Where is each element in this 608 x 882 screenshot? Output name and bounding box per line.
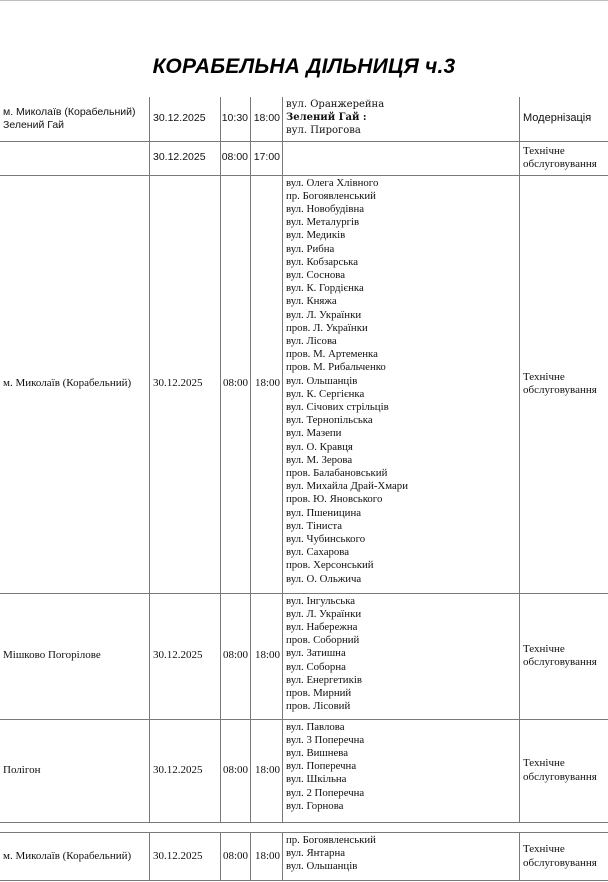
street-item: пров. Ю. Яновського xyxy=(286,493,383,506)
end-time-cell: 18:00 xyxy=(251,719,283,822)
table-row xyxy=(0,833,608,881)
work-type-text: Технічне обслуговування xyxy=(523,843,597,869)
street-item: вул. Л. Українки xyxy=(286,607,362,620)
street-item: Зелений Гай : xyxy=(286,112,367,124)
date-cell: 30.12.2025 xyxy=(150,175,221,593)
street-item: вул. О. Кравця xyxy=(286,440,353,453)
street-item: вул. Ольшанців xyxy=(286,374,358,387)
start-time-cell: 08:00 xyxy=(221,175,251,593)
work-type-cell xyxy=(520,97,608,141)
date-cell: 30.12.2025 xyxy=(150,141,221,175)
end-time-cell: 17:00 xyxy=(251,141,283,175)
street-item: вул. Набережна xyxy=(286,620,358,633)
street-item: вул. О. Ольжича xyxy=(286,572,362,585)
location-text: м. Миколаїв (Корабельний) xyxy=(3,105,136,118)
street-item: вул. Поперечна xyxy=(286,760,357,773)
location-text: м. Миколаїв (Корабельний) xyxy=(3,849,132,862)
street-item: вул. Л. Українки xyxy=(286,308,362,321)
streets-cell xyxy=(283,97,520,141)
street-item: вул. Шкільна xyxy=(286,773,347,786)
work-type-cell xyxy=(520,141,608,175)
end-time-cell: 18:00 xyxy=(251,175,283,593)
location-cell xyxy=(0,833,150,881)
street-item: вул. Княжа xyxy=(286,295,337,308)
street-item: вул. Затишна xyxy=(286,647,346,660)
street-item: вул. Янтарна xyxy=(286,847,346,860)
street-item: вул. Тіниста xyxy=(286,519,343,532)
location-text: м. Миколаїв (Корабельний) xyxy=(3,377,132,390)
street-item: вул. Соборна xyxy=(286,660,346,673)
location-cell xyxy=(0,141,150,175)
street-item: вул. К. Гордієнка xyxy=(286,282,364,295)
street-item: вул. Пирогова xyxy=(286,125,361,137)
work-type-text: Технічне обслуговування xyxy=(523,144,597,170)
work-type-text: Технічне обслуговування xyxy=(523,370,597,396)
work-type-text: Технічне обслуговування xyxy=(523,757,597,783)
table-row xyxy=(0,175,608,593)
street-item: вул. Мазепи xyxy=(286,427,342,440)
streets-cell xyxy=(283,719,520,822)
street-item: вул. Горнова xyxy=(286,799,344,812)
street-item: вул. Чубинського xyxy=(286,532,366,545)
street-item: вул. Інгульська xyxy=(286,594,356,607)
street-item: пров. Л. Українки xyxy=(286,321,368,334)
location-cell xyxy=(0,593,150,719)
street-item: пр. Богоявленський xyxy=(286,834,376,846)
location-text: Зелений Гай xyxy=(3,118,65,131)
street-item: пров. Херсонський xyxy=(286,559,374,572)
start-time-cell: 08:00 xyxy=(221,833,251,881)
street-item: вул. Олега Хлівного xyxy=(286,176,379,189)
start-time-cell: 08:00 xyxy=(221,593,251,719)
date-cell: 30.12.2025 xyxy=(150,719,221,822)
street-item: вул. 2 Поперечна xyxy=(286,786,365,799)
outage-schedule-table-continued xyxy=(0,832,608,881)
street-item: пров. Мирний xyxy=(286,686,352,699)
end-time-cell: 18:00 xyxy=(251,97,283,141)
date-cell: 30.12.2025 xyxy=(150,833,221,881)
street-item: вул. Січових стрільців xyxy=(286,400,389,413)
date-cell: 30.12.2025 xyxy=(150,593,221,719)
street-item: вул. Оранжерейна xyxy=(286,99,385,110)
location-cell xyxy=(0,97,150,141)
top-border-line xyxy=(0,0,608,1)
street-item: вул. Михайла Драй-Хмари xyxy=(286,480,408,493)
street-item: пров. Лісовий xyxy=(286,700,351,713)
street-item: пров. Балабановський xyxy=(286,466,388,479)
street-item: пров. М. Артеменка xyxy=(286,348,378,361)
street-item: вул. Тернопільська xyxy=(286,414,373,427)
location-cell xyxy=(0,719,150,822)
street-item: вул. Енергетиків xyxy=(286,673,362,686)
street-item: пров. М. Рибальченко xyxy=(286,361,386,374)
work-type-cell xyxy=(520,175,608,593)
location-text: Полігон xyxy=(3,763,41,776)
street-item: вул. М. Зерова xyxy=(286,453,353,466)
end-time-cell: 18:00 xyxy=(251,593,283,719)
location-text: Мішково Погорілове xyxy=(3,649,101,662)
street-item: вул. Соснова xyxy=(286,268,346,281)
streets-cell xyxy=(283,141,520,175)
start-time-cell: 08:00 xyxy=(221,719,251,822)
work-type-text: Модернізація xyxy=(523,112,592,125)
street-item: пр. Богоявленський xyxy=(286,189,376,202)
table-row xyxy=(0,593,608,719)
start-time-cell: 10:30 xyxy=(221,97,251,141)
street-item: вул. Ольшанців xyxy=(286,860,358,873)
street-item: вул. Пшеницина xyxy=(286,506,362,519)
streets-cell xyxy=(283,175,520,593)
table-row xyxy=(0,719,608,822)
street-item: вул. Новобудівна xyxy=(286,202,365,215)
street-item: вул. Кобзарська xyxy=(286,255,359,268)
document-title: КОРАБЕЛЬНА ДІЛЬНИЦЯ ч.3 xyxy=(152,55,456,78)
table-row xyxy=(0,97,608,141)
outage-schedule-table xyxy=(0,97,608,823)
location-cell xyxy=(0,175,150,593)
street-item: вул. Сахарова xyxy=(286,546,350,559)
street-item: вул. К. Сергієнка xyxy=(286,387,365,400)
street-item: вул. Лісова xyxy=(286,334,337,347)
street-item: вул. Павлова xyxy=(286,720,345,733)
work-type-cell xyxy=(520,833,608,881)
work-type-cell xyxy=(520,593,608,719)
end-time-cell: 18:00 xyxy=(251,833,283,881)
streets-cell xyxy=(283,833,520,881)
start-time-cell: 08:00 xyxy=(221,141,251,175)
street-item: вул. Металургів xyxy=(286,216,360,229)
street-item: пров. Соборний xyxy=(286,634,360,647)
work-type-cell xyxy=(520,719,608,822)
street-item: вул. Медиків xyxy=(286,229,346,242)
date-cell: 30.12.2025 xyxy=(150,97,221,141)
work-type-text: Технічне обслуговування xyxy=(523,642,597,668)
street-item: вул. Вишнева xyxy=(286,746,349,759)
street-item: вул. 3 Поперечна xyxy=(286,733,365,746)
table-row xyxy=(0,141,608,175)
street-item: вул. Рибна xyxy=(286,242,335,255)
streets-cell xyxy=(283,593,520,719)
